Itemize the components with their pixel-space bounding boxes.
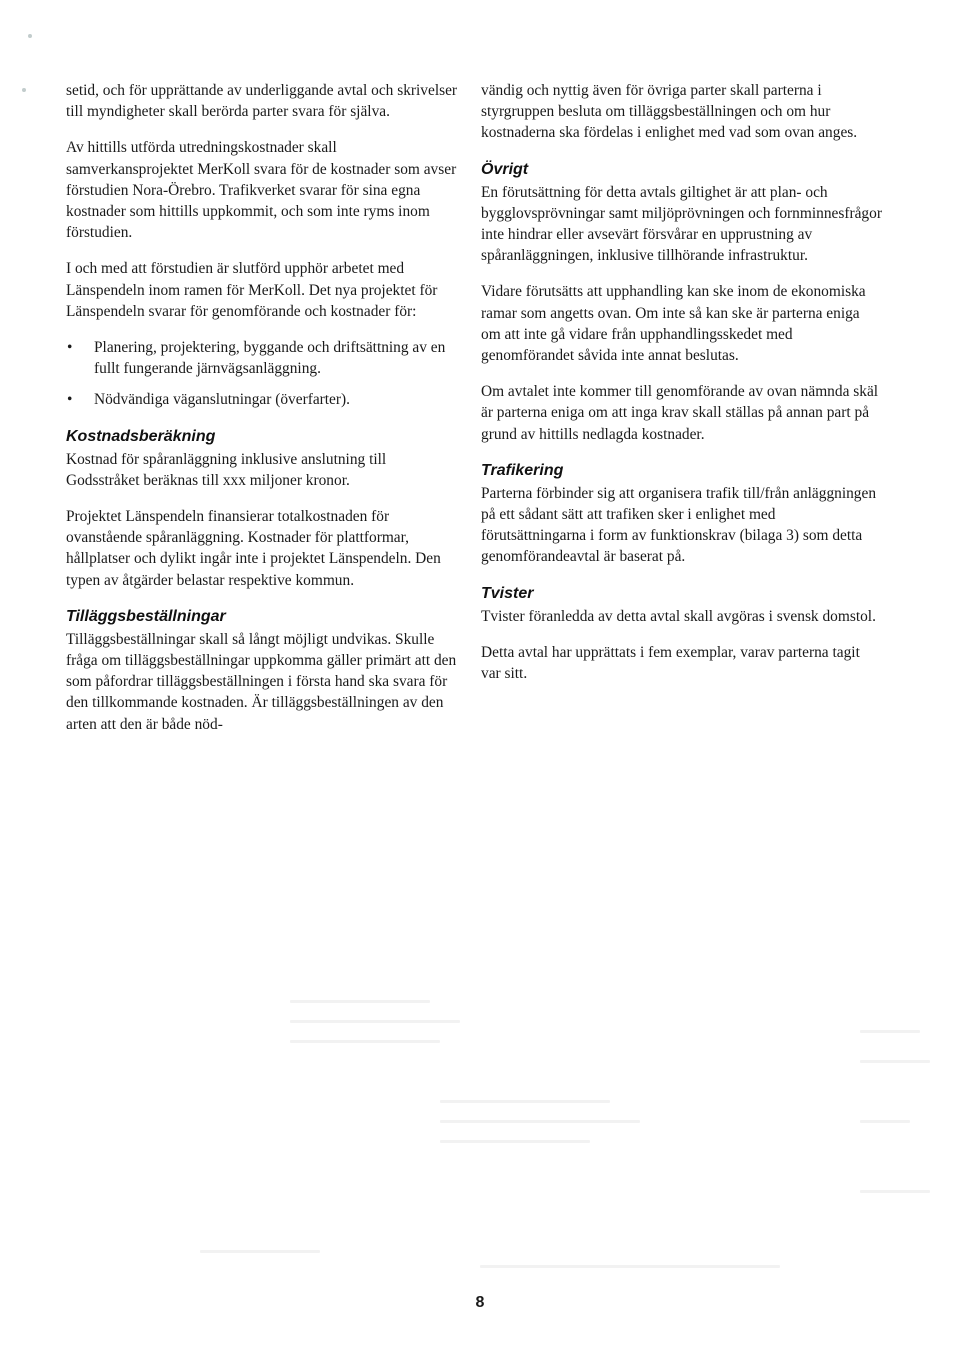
paragraph: Vidare förutsätts att upphandling kan ske inom de ekonomiska ramar som angetts ovan. Om inte så kan ske är parterna eniga om att inte gå vidare från upphandlingsskedet med genomförandet såvida inte annat beslutas.: [481, 283, 866, 365]
section-heading-ovrigt: Övrigt: [481, 160, 529, 178]
bullet-icon: •: [67, 391, 73, 409]
paragraph: Tvister föranledda av detta avtal skall avgöras i svensk domstol.: [481, 607, 876, 625]
paragraph: vändig och nyttig även för övriga parter skall parterna i styrgruppen besluta om tilläggsbeställningen och om hur kostnaderna ska fördelas i enlighet med vad som ovan anges.: [481, 82, 858, 142]
paragraph: I och med att förstudien är slutförd upphör arbetet med Länspendeln inom ramen för MerKoll. Det nya projektet för Länspendeln svarar för genomförande och kostnader för:: [66, 260, 438, 320]
list-item: [66, 389, 458, 410]
section-heading-tillaggsbestallningar: Tilläggsbeställningar: [66, 607, 226, 625]
page-number: 8: [475, 1294, 485, 1311]
paragraph: Av hittills utförda utredningskostnader skall samverkansprojektet MerKoll svara för de kostnader som avser förstudien Nora-Örebro. Trafikverket svarar för sina egna kostnader som hittills uppkommit, och som inte ryms inom förstudien.: [66, 139, 457, 242]
section-heading-trafikering: Trafikering: [481, 461, 564, 479]
paragraph: Kostnad för spåranläggning inklusive anslutning till Godsstråket beräknas till xxx miljoner kronor.: [66, 450, 387, 489]
paragraph: En förutsättning för detta avtals giltighet är att plan- och bygglovsprövningar samt miljöprövningen och fornminnesfrågor inte hindrar eller avsevärt försvårar en upprustning av spåranläggningen, inklusive tillhörande infrastruktur.: [481, 183, 882, 265]
paragraph: Detta avtal har upprättats i fem exemplar, varav parterna tagit var sitt.: [481, 643, 860, 683]
paragraph: setid, och för upprättande av underliggande avtal och skrivelser till myndigheter skall berörda parter svara för själva.: [66, 82, 458, 121]
bullet-icon: •: [67, 339, 73, 357]
paragraph: Parterna förbinder sig att organisera trafik till/från anläggningen på ett sådant sätt att trafiken sker i enlighet med förutsättningarna i form av funktionskrav (bilaga 3) som detta genomförandeavtal är baserat på.: [481, 484, 877, 566]
list-item: [66, 337, 458, 379]
bullet-list: [66, 337, 458, 411]
left-column: [66, 80, 458, 750]
paragraph: Om avtalet inte kommer till genomförande av ovan nämnda skäl är parterna eniga om att inga krav skall ställas på annan part på grund av hittills nedlagda kostnader.: [481, 383, 879, 443]
list-item-text: Planering, projektering, byggande och driftsättning av en fullt fungerande järnvägsanläggning.: [94, 339, 446, 378]
list-item-text: Nödvändiga väganslutningar (överfarter).: [94, 391, 350, 409]
section-heading-tvister: Tvister: [481, 584, 534, 602]
right-column: [481, 80, 883, 699]
section-heading-kostnadsberakning: Kostnadsberäkning: [66, 427, 216, 445]
paragraph: Projektet Länspendeln finansierar totalkostnaden för ovanstående spåranläggning. Kostnader för plattformar, hållplatser och dylikt ingår inte i projektet Länspendeln. Den typen av åtgärder belastar respektive kommun.: [66, 508, 441, 589]
paragraph: Tilläggsbeställningar skall så långt möjligt undvikas. Skulle fråga om tilläggsbeställningar uppkomma gäller primärt att den som påfordrar tilläggsbeställningen i första hand ska svara för den tillkommande kostnaden. Är tilläggsbeställningen av den arten att den är både nöd-: [66, 630, 457, 733]
